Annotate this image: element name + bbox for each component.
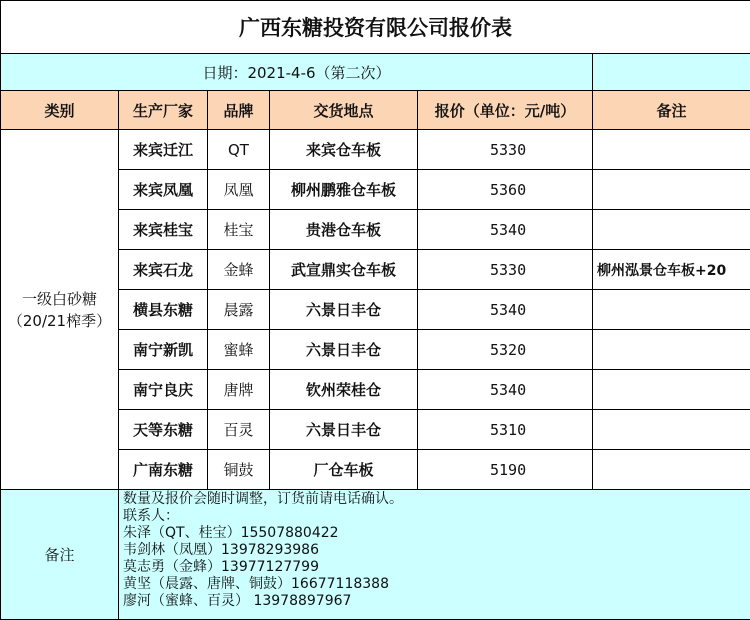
category-season: （20/21榨季） — [7, 311, 112, 330]
delivery-cell: 钦州荣桂仓 — [270, 370, 418, 410]
table-row — [1, 130, 750, 170]
brand-cell: 百灵 — [208, 410, 270, 450]
manufacturer-cell: 来宾桂宝 — [119, 210, 208, 250]
remark-cell: 柳州泓景仓车板+20 — [593, 250, 750, 290]
remark-cell — [593, 130, 750, 170]
header-brand: 品牌 — [208, 91, 270, 130]
notes-row — [1, 490, 750, 620]
price-cell: 5340 — [418, 290, 593, 330]
remark-cell — [593, 210, 750, 250]
notes-line: 数量及报价会随时调整，订货前请电话确认。 — [123, 491, 403, 507]
notes-label: 备注 — [1, 490, 119, 620]
brand-cell: 唐牌 — [208, 370, 270, 410]
brand-cell: 蜜蜂 — [208, 330, 270, 370]
brand-cell: 桂宝 — [208, 210, 270, 250]
remark-cell — [593, 330, 750, 370]
manufacturer-cell: 南宁良庆 — [119, 370, 208, 410]
contact-line: 黄坚（晨露、唐牌、铜鼓）16677118388 — [123, 576, 389, 592]
delivery-cell: 厂仓车板 — [270, 450, 418, 490]
delivery-cell: 柳州鹏雅仓车板 — [270, 170, 418, 210]
contact-line: 朱泽（QT、桂宝）15507880422 — [123, 525, 339, 541]
table-title: 广西东糖投资有限公司报价表 — [1, 1, 750, 54]
remark-cell — [593, 410, 750, 450]
remark-cell — [593, 290, 750, 330]
date-row — [1, 54, 750, 91]
manufacturer-cell: 来宾石龙 — [119, 250, 208, 290]
price-cell: 5340 — [418, 210, 593, 250]
price-cell: 5330 — [418, 130, 593, 170]
notes-body — [119, 490, 750, 620]
price-cell: 5320 — [418, 330, 593, 370]
delivery-cell: 武宣鼎实仓车板 — [270, 250, 418, 290]
delivery-cell: 贵港仓车板 — [270, 210, 418, 250]
header-category: 类别 — [1, 91, 119, 130]
price-cell: 5340 — [418, 370, 593, 410]
price-cell: 5310 — [418, 410, 593, 450]
date-line: 日期：2021-4-6（第二次） — [1, 54, 593, 91]
manufacturer-cell: 来宾凤凰 — [119, 170, 208, 210]
delivery-cell: 六景日丰仓 — [270, 410, 418, 450]
contact-line: 韦剑林（凤凰）13978293986 — [123, 542, 319, 558]
delivery-cell: 六景日丰仓 — [270, 330, 418, 370]
header-price: 报价（单位：元/吨） — [418, 91, 593, 130]
contact-line: 廖河（蜜蜂、百灵） 13978897967 — [123, 593, 352, 609]
manufacturer-cell: 南宁新凯 — [119, 330, 208, 370]
brand-cell: 铜鼓 — [208, 450, 270, 490]
notes-line: 联系人： — [123, 508, 179, 524]
date-row-empty-cell — [593, 54, 750, 91]
manufacturer-cell: 来宾迁江 — [119, 130, 208, 170]
header-delivery: 交货地点 — [270, 91, 418, 130]
contact-line: 莫志勇（金蜂）13977127799 — [123, 559, 319, 575]
header-row — [1, 91, 750, 130]
brand-cell: QT — [208, 130, 270, 170]
remark-cell — [593, 370, 750, 410]
brand-cell: 晨露 — [208, 290, 270, 330]
remark-cell — [593, 450, 750, 490]
price-cell: 5330 — [418, 250, 593, 290]
brand-cell: 金蜂 — [208, 250, 270, 290]
price-cell: 5360 — [418, 170, 593, 210]
manufacturer-cell: 横县东糖 — [119, 290, 208, 330]
price-cell: 5190 — [418, 450, 593, 490]
remark-cell — [593, 170, 750, 210]
header-manufacturer: 生产厂家 — [119, 91, 208, 130]
brand-cell: 凤凰 — [208, 170, 270, 210]
delivery-cell: 来宾仓车板 — [270, 130, 418, 170]
category-cell — [1, 130, 119, 490]
header-remark: 备注 — [593, 91, 750, 130]
delivery-cell: 六景日丰仓 — [270, 290, 418, 330]
category-name: 一级白砂糖 — [21, 289, 97, 308]
title-row — [1, 1, 750, 54]
manufacturer-cell: 天等东糖 — [119, 410, 208, 450]
manufacturer-cell: 广南东糖 — [119, 450, 208, 490]
